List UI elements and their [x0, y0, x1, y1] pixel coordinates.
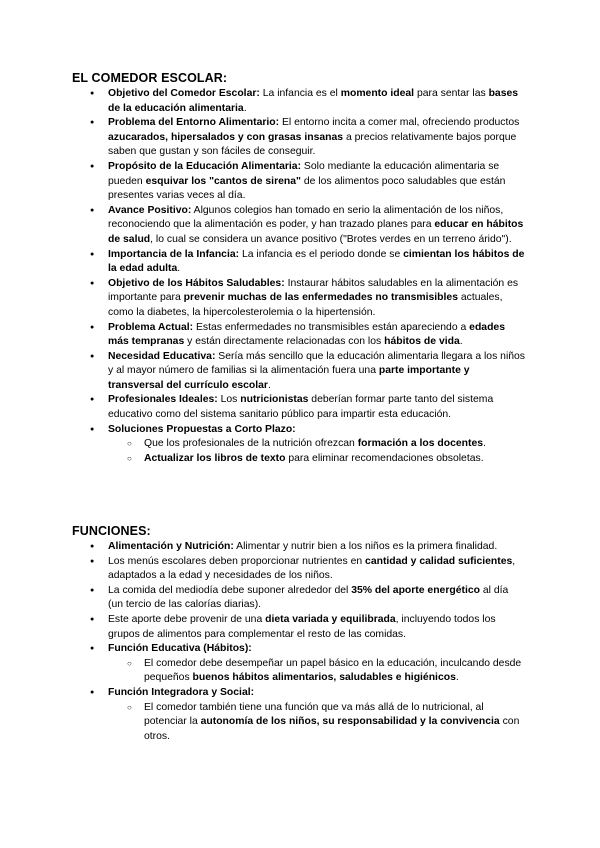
text-segment: El entorno incita a comer mal, ofreciendo productos	[279, 117, 520, 129]
text-segment: Este aporte debe provenir de una	[108, 613, 266, 625]
sub-list	[108, 701, 526, 745]
bold-text: azucarados, hipersalados y con grasas insanas	[108, 131, 344, 143]
text-segment: El comedor debe desempeñar un papel básico en la educación, inculcando desde pequeños	[144, 657, 522, 684]
list-item	[108, 248, 526, 277]
bold-text: prevenir muchas de las enfermedades no transmisibles	[183, 292, 458, 304]
bold-text: edades más tempranas	[108, 321, 505, 348]
sub-list-item	[144, 701, 526, 745]
text-segment: La comida del mediodía debe suponer alrededor del	[108, 584, 352, 596]
text-segment: Estas enfermedades no transmisibles están apareciendo a	[193, 321, 470, 333]
text-segment: .	[243, 102, 247, 114]
text-segment: con otros.	[144, 716, 520, 742]
text-segment: de los alimentos poco saludables que están presentes varias veces al día.	[108, 175, 506, 202]
bold-text: Objetivo de los Hábitos Saludables:	[108, 277, 285, 289]
list-item	[108, 540, 526, 555]
bold-text: 35% del aporte energético	[351, 584, 480, 596]
bold-text: Objetivo del Comedor Escolar:	[108, 88, 260, 99]
text-segment: , adaptados a la edad y necesidades de los niños.	[108, 555, 516, 582]
list-item	[108, 204, 526, 248]
bold-text: Problema del Entorno Alimentario:	[108, 117, 280, 129]
text-segment: .	[267, 379, 271, 391]
bold-text: hábitos de vida	[384, 336, 460, 348]
list-item	[108, 350, 526, 394]
sub-list-item	[144, 452, 526, 467]
funciones-list	[108, 540, 526, 744]
list-item	[108, 321, 526, 350]
bold-text: cimientan los hábitos de la edad adulta	[108, 248, 525, 275]
text-segment: Sería más sencillo que la educación alimentaria llegara a los niños y al mayor número de familias si la alimentación fuera una	[108, 350, 526, 377]
list-item	[108, 277, 526, 321]
text-segment: Solo mediante la educación alimentaria se pueden	[108, 160, 500, 187]
bold-text: esquivar los "cantos de sirena"	[145, 175, 301, 187]
text-segment: y están directamente relacionadas con los	[184, 336, 385, 348]
bold-text: Función Educativa (Hábitos):	[108, 643, 252, 655]
list-item	[108, 423, 526, 467]
bold-text: educar en hábitos de salud	[108, 219, 524, 245]
sub-list-item	[144, 657, 526, 686]
list-item	[108, 116, 526, 160]
text-segment: , incluyendo todos los grupos de alimentos para complementar el resto de las comidas.	[108, 613, 496, 640]
section-heading-funciones: FUNCIONES:	[72, 524, 151, 538]
bold-text: autonomía de los niños, su responsabilidad y la convivencia	[200, 716, 500, 728]
text-segment: .	[483, 438, 486, 450]
sub-list	[108, 437, 526, 466]
bold-text: Necesidad Educativa:	[108, 350, 216, 362]
bold-text: cantidad y calidad suficientes	[365, 555, 513, 567]
text-segment: para eliminar recomendaciones obsoletas.	[285, 452, 484, 464]
text-segment: a precios relativamente bajos porque saben que gustan y son fáciles de conseguir.	[108, 131, 517, 158]
bold-text: buenos hábitos alimentarios, saludables e higiénicos	[192, 672, 456, 684]
sub-list	[108, 657, 526, 686]
text-segment: para sentar las	[414, 88, 489, 99]
text-segment: Los menús escolares deben proporcionar nutrientes en	[108, 555, 366, 567]
bold-text: Propósito de la Educación Alimentaria:	[108, 160, 302, 172]
text-segment: .	[459, 336, 463, 348]
list-item	[108, 686, 526, 744]
sub-list-item	[144, 437, 526, 452]
bold-text: formación a los docentes	[357, 438, 484, 450]
text-segment: .	[455, 672, 459, 684]
list-item	[108, 555, 526, 584]
section-heading-comedor-escolar: EL COMEDOR ESCOLAR:	[72, 71, 228, 85]
bold-text: nutricionistas	[240, 394, 309, 406]
bold-text: Alimentación y Nutrición:	[108, 541, 234, 552]
bold-text: Soluciones Propuestas a Corto Plazo:	[108, 423, 296, 435]
text-segment: La infancia es el	[259, 88, 341, 99]
text-segment: , lo cual se considera un avance positivo ("Brotes verdes en un terreno árido").	[150, 233, 512, 245]
text-segment: Instaurar hábitos saludables en la alimentación es importante para	[108, 277, 519, 304]
list-item	[108, 584, 526, 613]
bold-text: Profesionales Ideales:	[108, 394, 218, 406]
text-segment: El comedor también tiene una función que va más allá de lo nutricional, al potenciar la	[144, 701, 484, 728]
bold-text: Importancia de la Infancia:	[108, 248, 240, 260]
text-segment: Los	[217, 394, 241, 406]
text-segment: deberían formar parte tanto del sistema educativo como del sistema sanitario público para impartir esta educación.	[108, 394, 494, 421]
comedor-escolar-list	[108, 87, 526, 466]
bold-text: Función Integradora y Social:	[108, 686, 255, 698]
bold-text: Avance Positivo:	[108, 204, 192, 216]
text-segment: Que los profesionales de la nutrición ofrezcan	[144, 438, 358, 450]
bold-text: bases de la educación alimentaria	[108, 88, 519, 114]
bold-text: Actualizar los libros de texto	[144, 452, 286, 464]
text-segment: actuales, como la diabetes, la hipercolesterolemia o la hipertensión.	[108, 292, 503, 318]
list-item	[108, 87, 526, 116]
list-item	[108, 642, 526, 686]
text-segment: al día (un tercio de las calorías diarias).	[108, 584, 509, 611]
text-segment: .	[177, 263, 181, 275]
bold-text: momento ideal	[340, 88, 415, 99]
text-segment: La infancia es el periodo donde se	[239, 248, 404, 260]
list-item	[108, 160, 526, 204]
list-item	[108, 393, 526, 422]
text-segment: Alimentar y nutrir bien a los niños es la primera finalidad.	[233, 541, 498, 552]
bold-text: dieta variada y equilibrada	[265, 613, 396, 625]
list-item	[108, 613, 526, 642]
bold-text: Problema Actual:	[108, 321, 194, 333]
bold-text: parte importante y transversal del currículo escolar	[108, 365, 470, 391]
text-segment: Algunos colegios han tomado en serio la alimentación de los niños, reconociendo que la alimentación es poder, y han trazado planes para	[108, 204, 504, 231]
